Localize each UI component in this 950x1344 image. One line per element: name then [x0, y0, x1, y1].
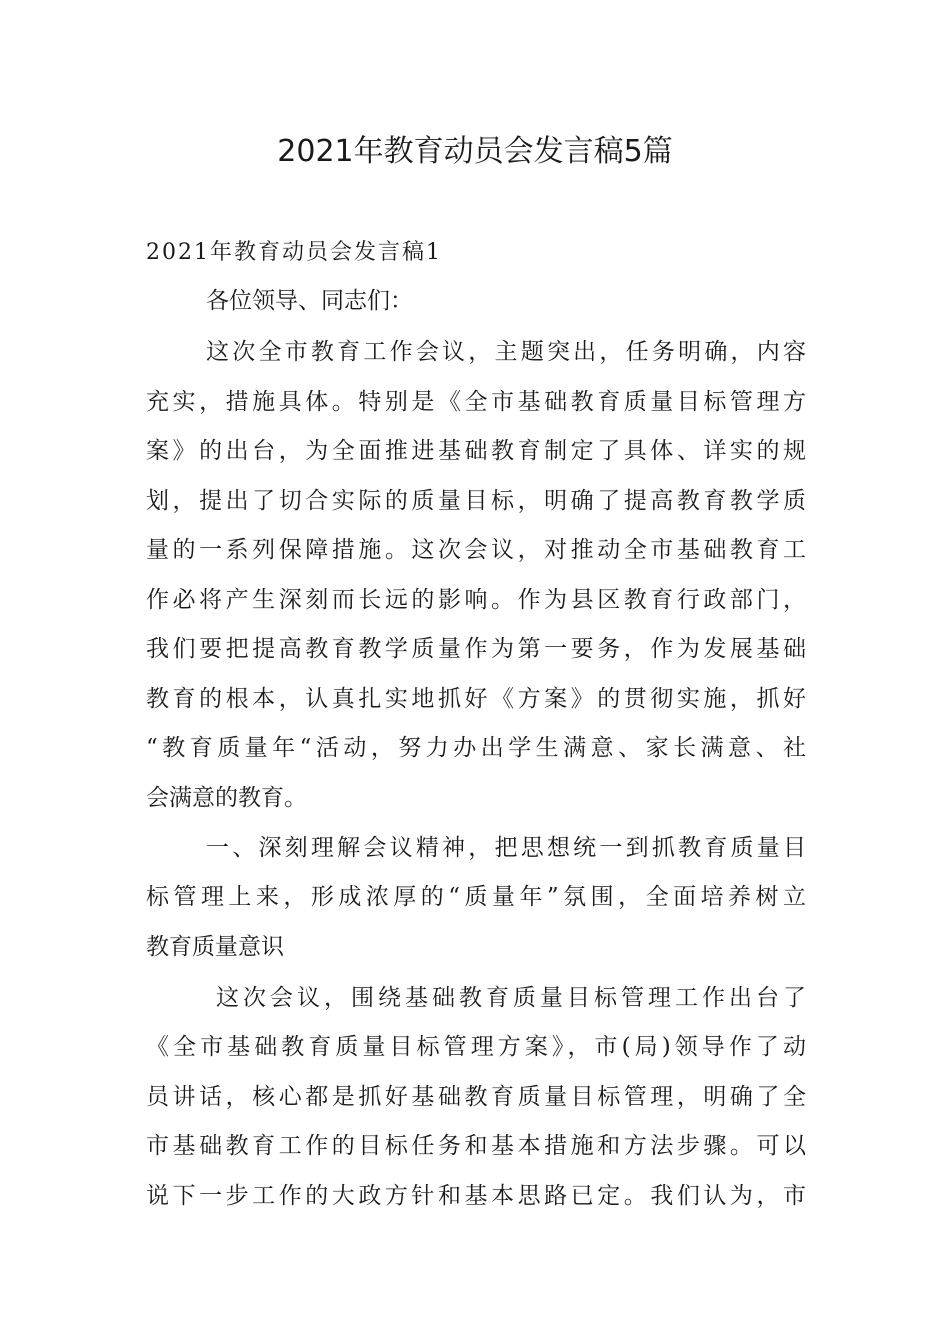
section-title: 2021年教育动员会发言稿1	[146, 240, 442, 265]
paragraph-line: 划，提出了切合实际的质量目标，明确了提高教育教学质	[146, 488, 806, 514]
greeting: 各位领导、同志们：	[206, 288, 413, 314]
paragraph-line: 教育的根本，认真扎实地抓好《方案》的贯彻实施，抓好	[146, 686, 806, 712]
paragraph-line: 充实，措施具体。特别是《全市基础教育质量目标管理方	[146, 389, 806, 415]
paragraph-line: 量的一系列保障措施。这次会议，对推动全市基础教育工	[146, 537, 806, 563]
paragraph-line: 这次全市教育工作会议，主题突出，任务明确，内容	[206, 339, 806, 365]
paragraph-line: 作必将产生深刻而长远的影响。作为县区教育行政部门，	[146, 587, 806, 613]
paragraph-line: 会满意的教育。	[146, 785, 307, 811]
paragraph-line: 员讲话，核心都是抓好基础教育质量目标管理，明确了全	[146, 1084, 806, 1110]
heading-line: 教育质量意识	[146, 934, 284, 960]
paragraph-line: 这次会议，围绕基础教育质量目标管理工作出台了	[216, 985, 806, 1011]
heading-line: 标管理上来，形成浓厚的“质量年”氛围，全面培养树立	[146, 884, 806, 910]
paragraph-line: 说下一步工作的大政方针和基本思路已定。我们认为，市	[146, 1183, 806, 1209]
paragraph-line: 《全市基础教育质量目标管理方案》，市(局)领导作了动	[146, 1034, 806, 1060]
paragraph-line: 我们要把提高教育教学质量作为第一要务，作为发展基础	[146, 636, 806, 662]
paragraph-line: “教育质量年“活动，努力办出学生满意、家长满意、社	[146, 735, 806, 761]
heading-line: 一、深刻理解会议精神，把思想统一到抓教育质量目	[206, 835, 806, 861]
document-title: 2021年教育动员会发言稿5篇	[277, 134, 673, 169]
paragraph-line: 案》的出台，为全面推进基础教育制定了具体、详实的规	[146, 438, 806, 464]
paragraph-line: 市基础教育工作的目标任务和基本措施和方法步骤。可以	[146, 1133, 806, 1159]
